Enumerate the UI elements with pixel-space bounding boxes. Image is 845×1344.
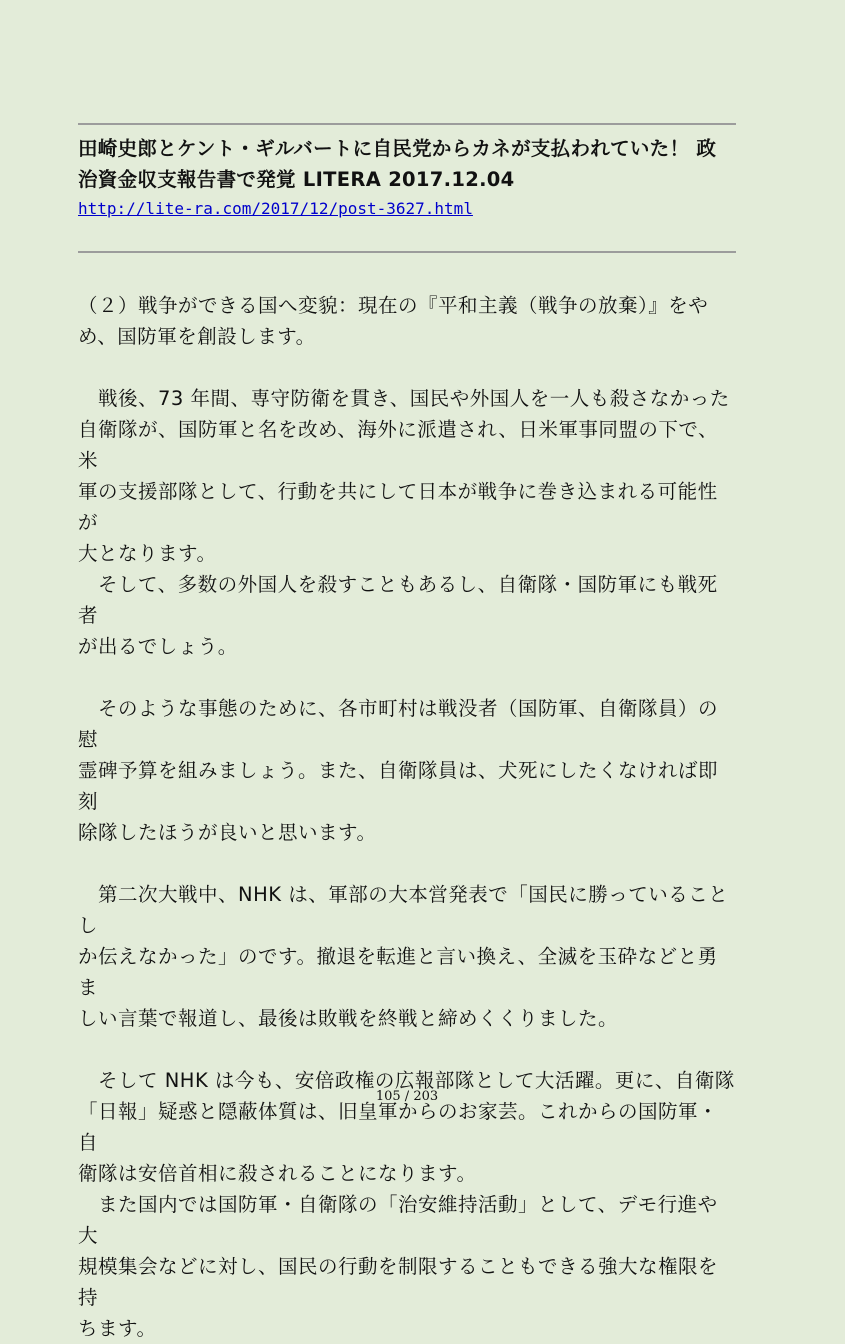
paragraph-gap <box>78 848 736 879</box>
paragraph-5: 第二次大戦中、NHK は、軍部の大本営発表で「国民に勝っていることし か伝えなかった」のです。撤退を転進と言い換え、全滅を玉砕などと勇ま しい言葉で報道し、最後は敗戦を終戦と締めくくりました。 <box>78 883 729 1030</box>
headline-line-1: 田崎史郎とケント・ギルバートに自民党からカネが支払われていた！ 政 <box>78 137 717 160</box>
article-headline <box>78 133 736 195</box>
top-divider <box>78 123 736 125</box>
article-link[interactable]: http://lite-ra.com/2017/12/post-3627.html <box>78 199 473 218</box>
document-page <box>78 0 736 1340</box>
headline-line-2: 治資金収支報告書で発覚 LITERA 2017.12.04 <box>78 168 515 191</box>
paragraph-1: （２）戦争ができる国へ変貌：現在の『平和主義（戦争の放棄）』をや め、国防軍を創設します。 <box>78 294 709 348</box>
paragraph-gap <box>78 662 736 693</box>
paragraph-gap <box>78 352 736 383</box>
page-number: 105 / 203 <box>375 1089 439 1104</box>
bottom-divider <box>78 251 736 253</box>
paragraph-3: そして、多数の外国人を殺すこともあるし、自衛隊・国防軍にも戦死者 が出るでしょう。 <box>78 573 718 658</box>
paragraph-2: 戦後、73 年間、専守防衛を貫き、国民や外国人を一人も殺さなかった 自衛隊が、国防軍と名を改め、海外に派遣され、日米軍事同盟の下で、米 軍の支援部隊として、行動を共にして日本が戦争に巻き込まれる可能性が 大となります。 <box>78 387 730 565</box>
paragraph-6: そして NHK は今も、安倍政権の広報部隊として大活躍。更に、自衛隊 「日報」疑惑と隠蔽体質は、旧皇軍からのお家芸。これからの国防軍・自 衛隊は安倍首相に殺されることになります。 <box>78 1069 735 1185</box>
paragraph-4: そのような事態のために、各市町村は戦没者（国防軍、自衛隊員）の慰 霊碑予算を組みましょう。また、自衛隊員は、犬死にしたくなければ即刻 除隊したほうが良いと思います。 <box>78 697 719 844</box>
body-text <box>78 290 736 1344</box>
paragraph-gap <box>78 1034 736 1065</box>
article-header <box>78 133 736 221</box>
paragraph-7: また国内では国防軍・自衛隊の「治安維持活動」として、デモ行進や大 規模集会などに対し、国民の行動を制限することもできる強大な権限を持 ちます。 <box>78 1193 719 1340</box>
